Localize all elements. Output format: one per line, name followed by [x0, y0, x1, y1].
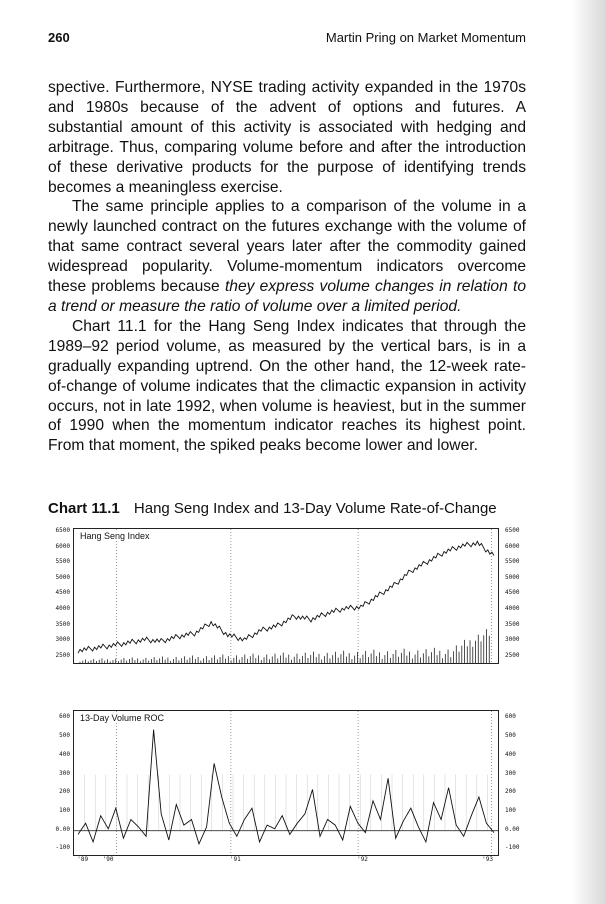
y-tick-label: -100: [55, 844, 70, 852]
y-tick-label: 5500: [55, 558, 70, 566]
x-tick-label: '93: [482, 856, 493, 863]
y-tick-label: 600: [59, 713, 70, 721]
caption-label: Chart 11.1: [48, 500, 120, 517]
y-tick-label: 6000: [55, 542, 70, 550]
y-tick-label: -100: [505, 844, 520, 852]
y-tick-label: 5500: [505, 558, 520, 566]
price-chart-svg: [74, 529, 498, 663]
price-panel-label: Hang Seng Index: [80, 531, 150, 541]
y-tick-label: 3500: [505, 620, 520, 628]
roc-y-axis-right: [503, 710, 527, 854]
x-tick-label: '91: [229, 856, 241, 863]
y-tick-label: 6000: [505, 542, 520, 550]
roc-chart: [73, 710, 499, 856]
price-y-axis-right: [503, 528, 527, 662]
y-tick-label: 4000: [55, 605, 70, 613]
chart-caption: [48, 500, 548, 517]
y-tick-label: 2500: [505, 651, 520, 659]
paragraph-2-text: The same principle applies to a comparison of the volume in a newly launched contract on the futures exchange with the volume of that same contract several years later after the commodity gained widespread popularity. Volume-momentum indicators overcome these problems because: [48, 198, 526, 296]
y-tick-label: 6500: [55, 527, 70, 535]
y-tick-label: 500: [59, 732, 70, 740]
paragraph-2: [48, 197, 526, 316]
y-tick-label: 200: [505, 788, 516, 796]
y-tick-label: 200: [59, 788, 70, 796]
y-tick-label: 400: [59, 750, 70, 758]
caption-title: Hang Seng Index and 13-Day Volume Rate-of-Change: [133, 500, 497, 517]
price-chart: [73, 528, 499, 664]
running-title: Martin Pring on Market Momentum: [325, 30, 526, 45]
y-tick-label: 400: [505, 750, 516, 758]
roc-panel-label: 13-Day Volume ROC: [80, 713, 165, 723]
y-tick-label: 4500: [55, 589, 70, 597]
y-tick-label: 500: [505, 732, 516, 740]
x-tick-label: '90: [102, 856, 114, 863]
y-tick-label: 3000: [55, 636, 70, 644]
y-tick-label: 300: [505, 769, 516, 777]
paragraph-2-italic: they express volume changes in relation to a trend or measure the ratio of volume over a limited period.: [48, 278, 526, 315]
price-series-line: [78, 541, 494, 653]
y-tick-label: 300: [59, 769, 70, 777]
y-tick-label: 0.00: [505, 825, 520, 833]
roc-x-axis: [73, 856, 497, 868]
y-tick-label: 5000: [55, 573, 70, 581]
body-text: [48, 78, 526, 456]
y-tick-label: 100: [59, 806, 70, 814]
roc-chart-svg: [74, 711, 498, 855]
y-tick-label: 6500: [505, 527, 520, 535]
page-number: 260: [48, 30, 70, 45]
page-edge-shadow: [572, 0, 606, 904]
y-tick-label: 600: [505, 713, 516, 721]
y-tick-label: 5000: [505, 573, 520, 581]
y-tick-label: 4500: [505, 589, 520, 597]
y-tick-label: 2500: [55, 651, 70, 659]
y-tick-label: 3500: [55, 620, 70, 628]
paragraph-3: Chart 11.1 for the Hang Seng Index indicates that through the 1989–92 period volume, as measured by the vertical bars, is in a gradually expanding uptrend. On the other hand, the 12-week rate-of-change of volume indicates that the climactic expansion in activity occurs, not in late 1992, when volume is heaviest, but in the summer of 1990 when the momentum indicator reaches its highest point. From that moment, the spiked peaks become lower and lower.: [48, 317, 526, 455]
y-tick-label: 3000: [505, 636, 520, 644]
y-tick-label: 100: [505, 806, 516, 814]
price-y-axis-left: [48, 528, 72, 662]
page-header: [48, 30, 526, 52]
paragraph-1: spective. Furthermore, NYSE trading activity expanded in the 1970s and 1980s because of the advent of options and futures. A substantial amount of this activity is associated with hedging and arbitrage. Thus, comparing volume before and after the introduction of these derivative products for the purpose of identifying trends becomes a meaningless exercise.: [48, 79, 526, 196]
x-tick-label: '89: [77, 856, 89, 863]
y-tick-label: 0.00: [55, 825, 70, 833]
x-tick-label: '92: [357, 856, 368, 863]
y-tick-label: 4000: [505, 605, 520, 613]
roc-y-axis-left: [48, 710, 72, 854]
